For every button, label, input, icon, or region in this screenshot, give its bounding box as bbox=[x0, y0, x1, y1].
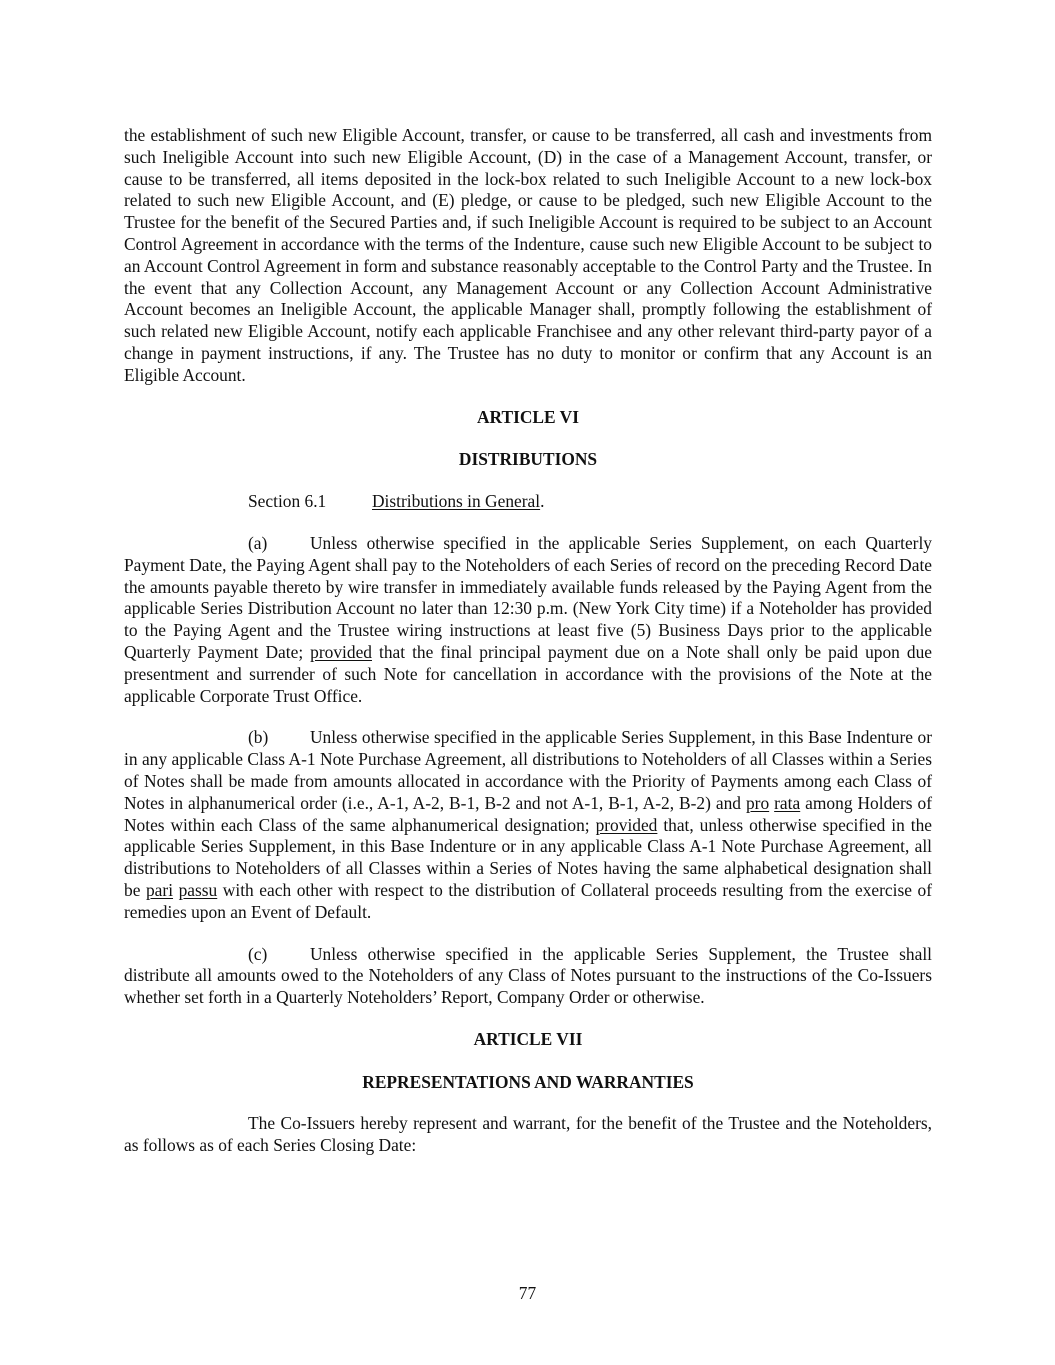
article-vi-heading: ARTICLE VI bbox=[477, 406, 579, 427]
paragraph-b-provided: provided bbox=[595, 814, 658, 835]
article-vii-intro: The Co-Issuers hereby represent and warrant, for the benefit of the Trustee and the Noteholders, as follows as of each Series Closing Date: bbox=[124, 1113, 932, 1156]
paragraph-b-text-3: that, unless otherwise specified in the applicable Series Supplement, in this Base Indenture or in any applicable Class A-1 Note Purchase Agreement, all distributions to Noteholders of all Classes within a Series of Notes having the same alphabetical designation shall be bbox=[124, 814, 932, 900]
paragraph-a-label: (a) bbox=[248, 532, 268, 553]
paragraph-b-rata: rata bbox=[774, 792, 801, 813]
article-vi-title: DISTRIBUTIONS bbox=[458, 449, 598, 470]
section-number: Section 6.1 bbox=[248, 491, 327, 512]
paragraph-a-provided: provided bbox=[310, 641, 372, 662]
paragraph-b-passu: passu bbox=[178, 879, 218, 900]
paragraph-b-text-2: among Holders of Notes within each Class of the same alphanumerical designation; bbox=[124, 792, 933, 835]
paragraph-b-pari: pari bbox=[145, 879, 174, 900]
paragraph-b-pro: pro bbox=[745, 792, 770, 813]
paragraph-b-text-4: with each other with respect to the distribution of Collateral proceeds resulting from the exercise of remedies upon an Event of Default. bbox=[124, 879, 933, 922]
section-title: Distributions in General bbox=[372, 491, 541, 512]
paragraph-b-text-1: Unless otherwise specified in the applicable Series Supplement, in this Base Indenture or in any applicable Class A-1 Note Purchase Agreement, all distributions to Noteholders of all Classes within a Series of Notes shall be made from amounts allocated in accordance with the Priority of Payments among each Class of Notes in alphanumerical order (i.e., A-1, A-2, B-1, B-2 and not A-1, B-1, A-2, B-2) and bbox=[124, 727, 932, 813]
paragraph-a-text-1: Unless otherwise specified in the applicable Series Supplement, on each Quarterly Payment Date, the Paying Agent shall pay to the Noteholders of each Series of record on the preceding Record Date the amounts payable thereto by wire transfer in immediately available funds released by the Paying Agent from the applicable Series Distribution Account no later than 12:30 p.m. (New York City time) if a Noteholder has provided to the Paying Agent and the Trustee wiring instructions at least five (5) Business Days prior to the applicable Quarterly Payment Date; bbox=[124, 532, 932, 662]
article-vii-heading: ARTICLE VII bbox=[473, 1028, 583, 1049]
paragraph-c bbox=[124, 944, 932, 1009]
page-number: 77 bbox=[518, 1283, 537, 1303]
section-6-1-heading bbox=[124, 491, 932, 513]
paragraph-c-text: Unless otherwise specified in the applicable Series Supplement, the Trustee shall distribute all amounts owed to the Noteholders of any Class of Notes pursuant to the instructions of the Co-Issuers whether set forth in a Quarterly Noteholders’ Report, Company Order or otherwise. bbox=[124, 943, 932, 1008]
paragraph-a bbox=[124, 533, 932, 707]
paragraph-b bbox=[124, 727, 932, 923]
article-vii-title: REPRESENTATIONS AND WARRANTIES bbox=[362, 1071, 694, 1092]
document-page bbox=[124, 125, 932, 1157]
continuation-paragraph: the establishment of such new Eligible Account, transfer, or cause to be transferred, all cash and investments from such Ineligible Account into such new Eligible Account, (D) in the case of a Management Account, transfer, or cause to be transferred, all items deposited in the lock-box related to such Ineligible Account to a new lock-box related to such new Eligible Account, and (E) pledge, or cause to be pledged, such new Eligible Account to the Trustee for the benefit of the Secured Parties and, if such Ineligible Account is required to be subject to an Account Control Agreement in accordance with the terms of the Indenture, cause such new Eligible Account to be subject to an Account Control Agreement in form and substance reasonably acceptable to the Control Party and the Trustee. In the event that any Collection Account, any Management Account or any Collection Account Administrative Account becomes an Ineligible Account, the applicable Manager shall, promptly following the establishment of such related new Eligible Account, notify each applicable Franchisee and any other relevant third-party payor of a change in payment instructions, if any. The Trustee has no duty to monitor or confirm that any Account is an Eligible Account. bbox=[124, 125, 932, 385]
section-title-period: . bbox=[540, 491, 545, 512]
paragraph-b-label: (b) bbox=[248, 727, 269, 748]
paragraph-a-text-2: that the final principal payment due on a Note shall only be paid upon due presentment and surrender of such Note for cancellation in accordance with the provisions of the Note at the applicable Corporate Trust Office. bbox=[124, 641, 932, 706]
paragraph-c-label: (c) bbox=[248, 943, 268, 964]
